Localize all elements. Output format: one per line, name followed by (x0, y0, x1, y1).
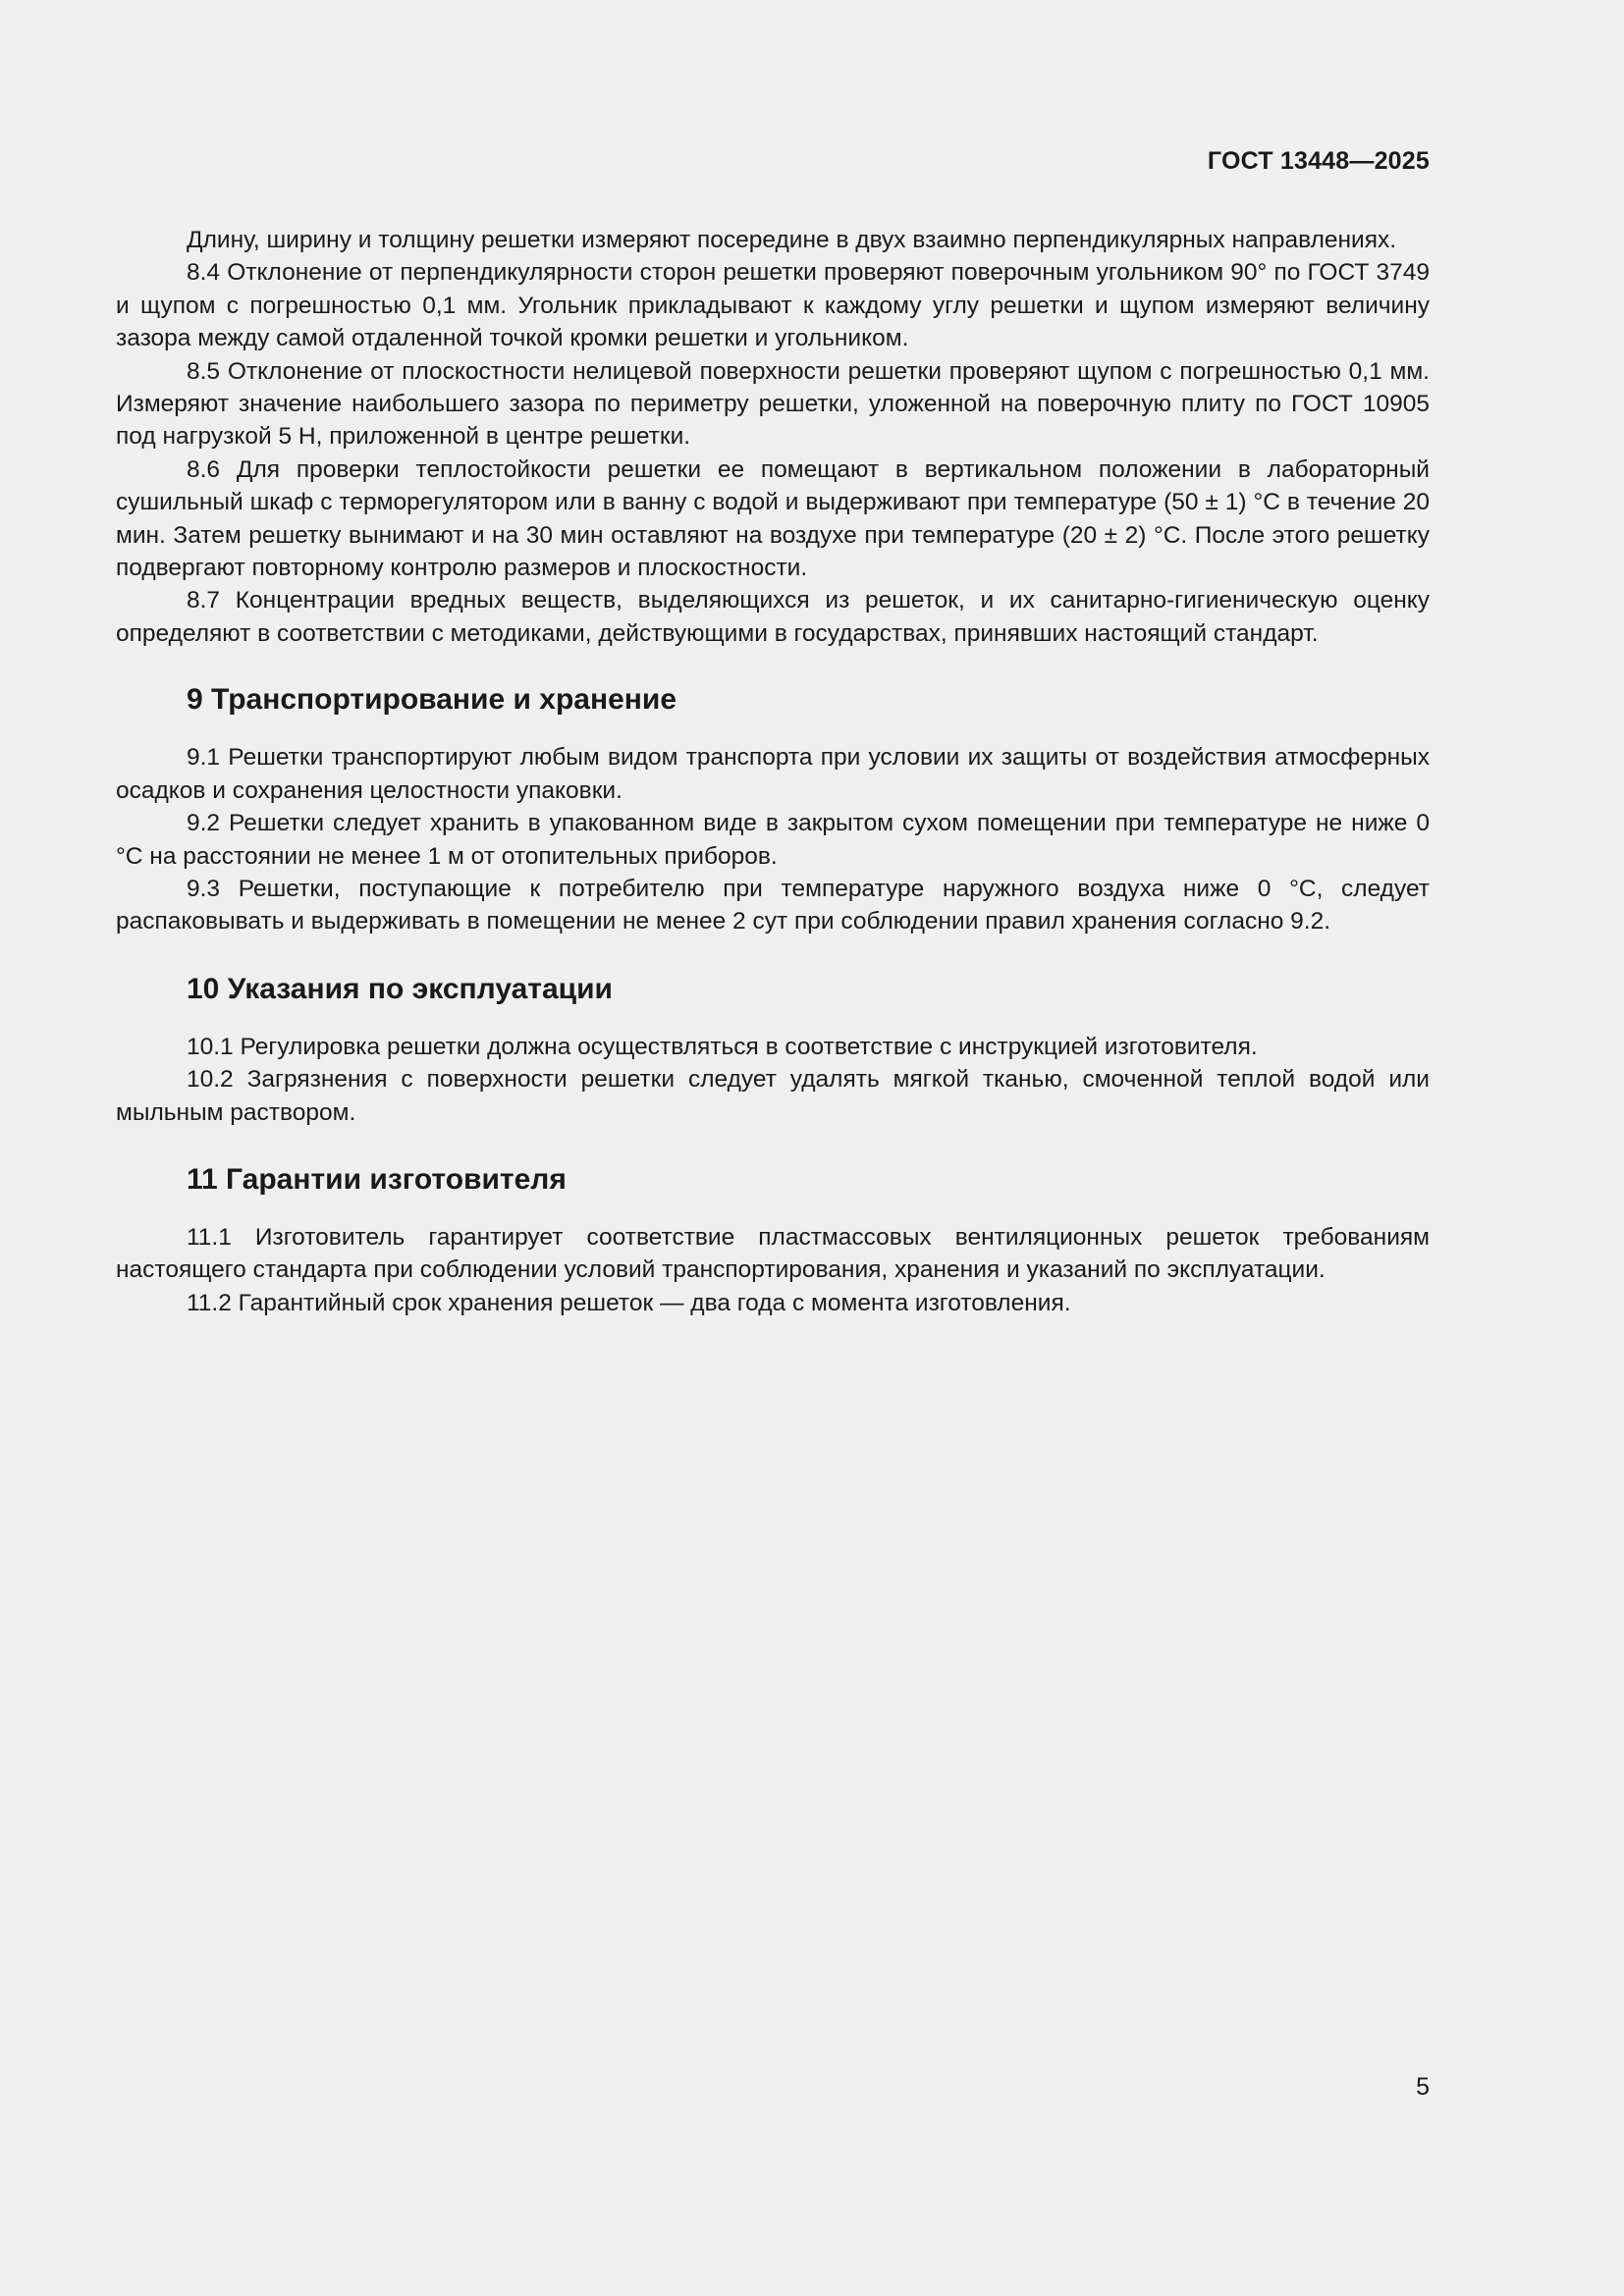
paragraph-8-7: 8.7 Концентрации вредных веществ, выделяющихся из решеток, и их санитарно-гигиеническую оценку определяют в соответствии с методиками, действующими в государствах, принявших настоящий стандарт. (116, 587, 1430, 647)
document-header: ГОСТ 13448—2025 (1207, 147, 1430, 175)
paragraph-9-2: 9.2 Решетки следует хранить в упакованном виде в закрытом сухом помещении при температуре не ниже 0 °С на расстоянии не менее 1 м от отопительных приборов. (116, 810, 1430, 870)
page-number: 5 (1416, 2073, 1430, 2101)
paragraph-9-3: 9.3 Решетки, поступающие к потребителю при температуре наружного воздуха ниже 0 °С, следует распаковывать и выдерживать в помещении не менее 2 сут при соблюдении правил хранения согласно 9.2. (116, 875, 1430, 935)
paragraph-8-6: 8.6 Для проверки теплостойкости решетки ее помещают в вертикальном положении в лабораторный сушильный шкаф с терморегулятором или в ванну с водой и выдерживают при температуре (50 ± 1) °С в течение 20 мин. Затем решетку вынимают и на 30 мин оставляют на воздухе при температуре (20 ± 2) °С. После этого решетку подвергают повторному контролю размеров и плоскостности. (116, 455, 1430, 582)
paragraph-11-2: 11.2 Гарантийный срок хранения решеток — два года с момента изготовления. (187, 1289, 1071, 1316)
paragraph-dimensions: Длину, ширину и толщину решетки измеряют посередине в двух взаимно перпендикулярных направлениях. (187, 227, 1397, 253)
section-heading-11: 11 Гарантии изготовителя (187, 1162, 567, 1196)
section-heading-9: 9 Транспортирование и хранение (187, 683, 677, 717)
paragraph-10-1: 10.1 Регулировка решетки должна осуществляться в соответствие с инструкцией изготовителя. (187, 1033, 1258, 1060)
paragraph-8-4: 8.4 Отклонение от перпендикулярности сторон решетки проверяют поверочным угольником 90° по ГОСТ 3749 и щупом с погрешностью 0,1 мм. Угольник прикладывают к каждому углу решетки и щупом измеряют величину зазора между самой отдаленной точкой кромки решетки и угольником. (116, 259, 1430, 352)
paragraph-11-1: 11.1 Изготовитель гарантирует соответствие пластмассовых вентиляционных решеток требованиям настоящего стандарта при соблюдении условий транспортирования, хранения и указаний по эксплуатации. (116, 1223, 1430, 1284)
paragraph-10-2: 10.2 Загрязнения с поверхности решетки следует удалять мягкой тканью, смоченной теплой водой или мыльным раствором. (116, 1066, 1430, 1126)
paragraph-8-5: 8.5 Отклонение от плоскостности нелицевой поверхности решетки проверяют щупом с погрешностью 0,1 мм. Измеряют значение наибольшего зазора по периметру решетки, уложенной на поверочную плиту по ГОСТ 10905 под нагрузкой 5 Н, приложенной в центре решетки. (116, 357, 1430, 451)
paragraph-9-1: 9.1 Решетки транспортируют любым видом транспорта при условии их защиты от воздействия атмосферных осадков и сохранения целостности упаковки. (116, 744, 1430, 804)
section-heading-10: 10 Указания по эксплуатации (187, 972, 614, 1005)
document-body (116, 224, 1430, 1319)
